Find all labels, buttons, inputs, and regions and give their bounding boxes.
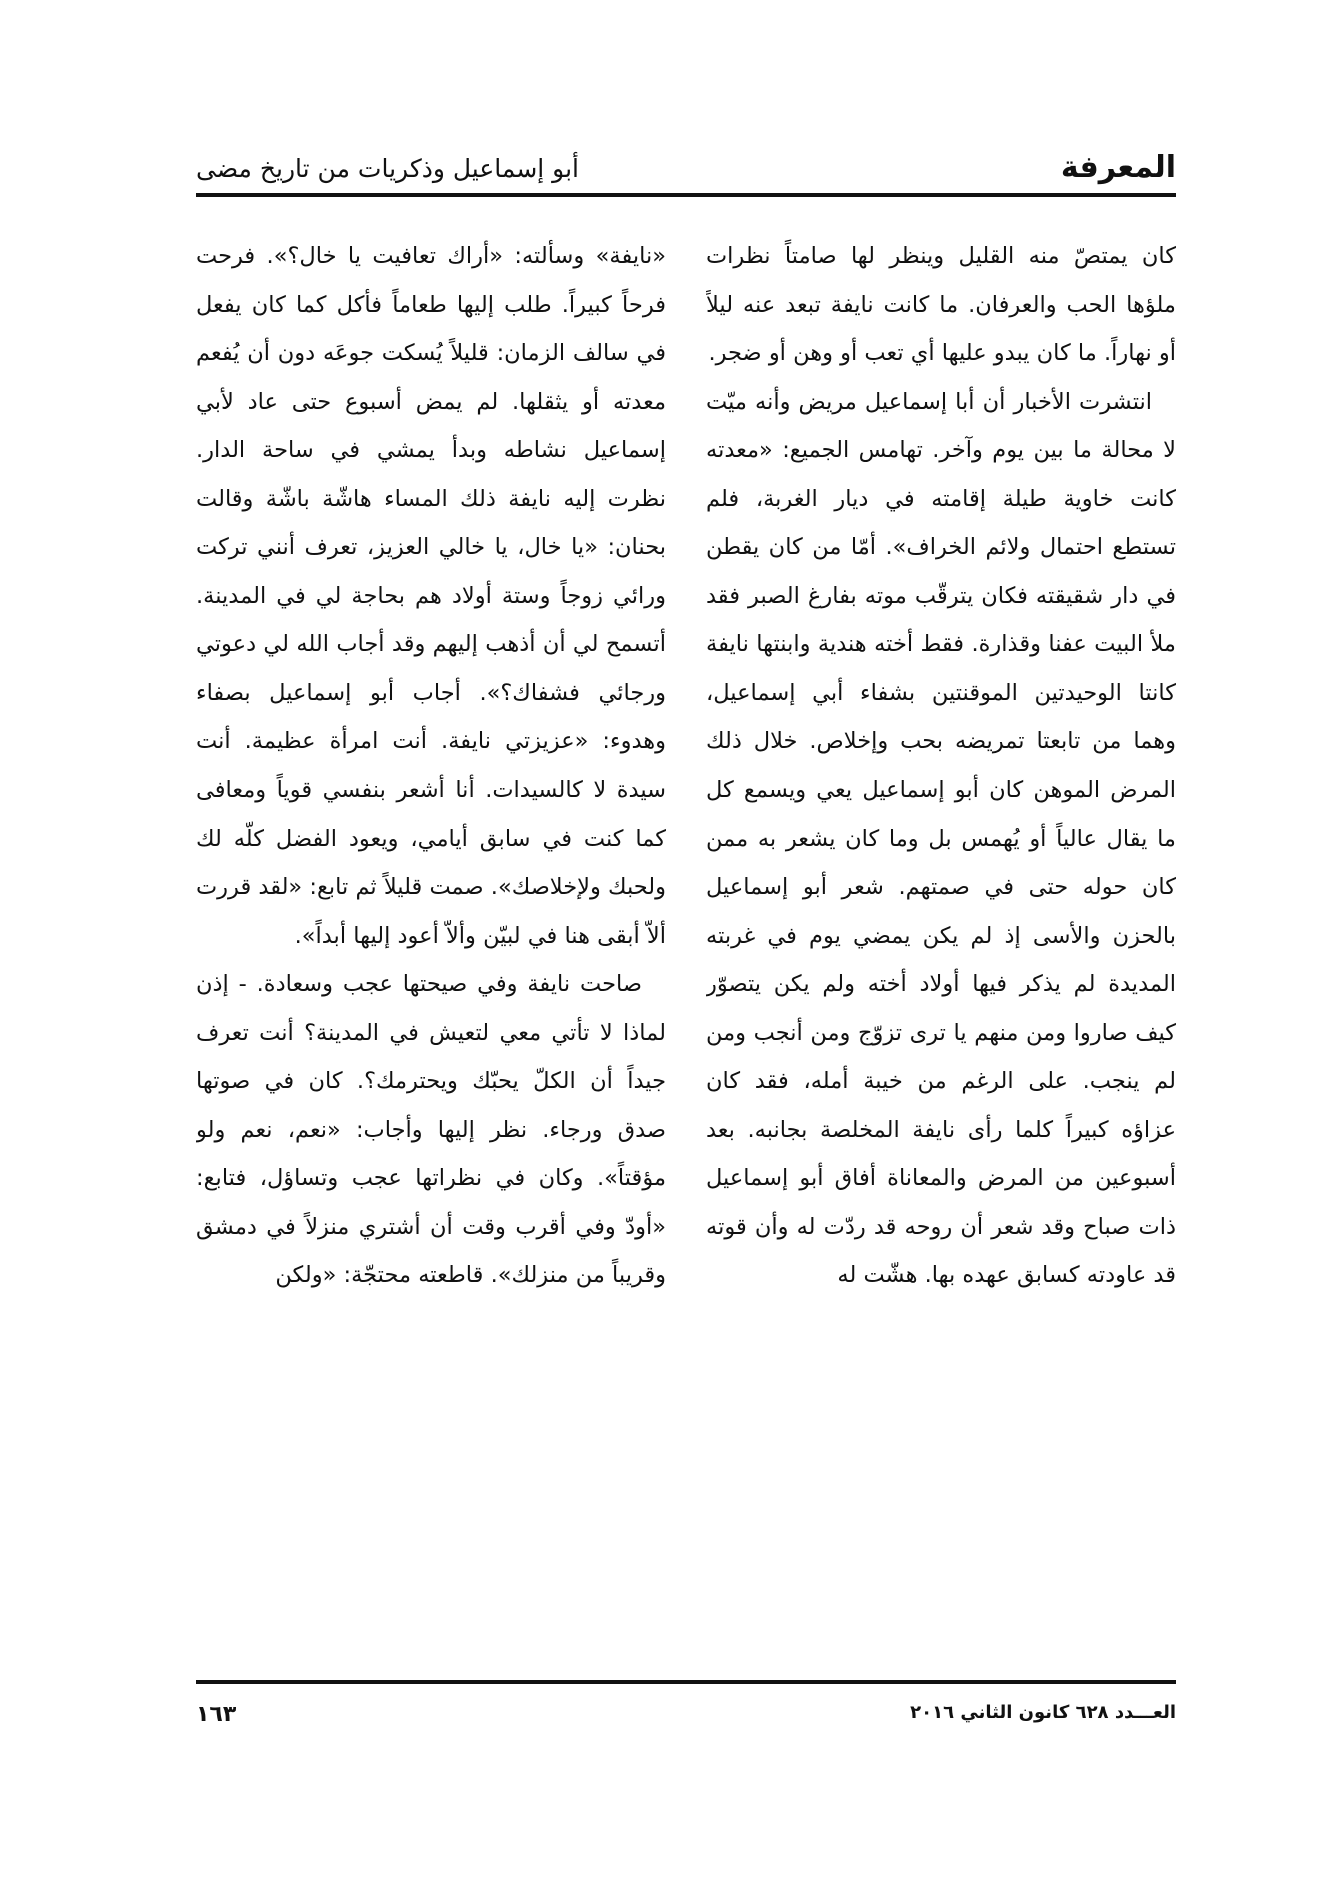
article-body xyxy=(196,232,1176,1662)
paragraph: «نايفة» وسألته: «أراك تعافيت يا خال؟». فرحت فرحاً كبيراً. طلب إليها طعاماً فأكل كما كان يفعل في سالف الزمان: قليلاً يُسكت جوعَه دون أن يُفعم معدته أو يثقلها. لم يمض أسبوع حتى عاد لأبي إسماعيل نشاطه وبدأ يمشي في ساحة الدار. نظرت إليه نايفة ذلك المساء هاشّة باشّة وقالت بحنان: «يا خال، يا خالي العزيز، تعرف أنني تركت ورائي زوجاً وستة أولاد هم بحاجة لي في المدينة. أتسمح لي أن أذهب إليهم وقد أجاب الله لي دعوتي ورجائي فشفاك؟». أجاب أبو إسماعيل بصفاء وهدوء: «عزيزتي نايفة. أنت امرأة عظيمة. أنت سيدة لا كالسيدات. أنا أشعر بنفسي قوياً ومعافى كما كنت في سابق أيامي، ويعود الفضل كلّه لك ولحبك ولإخلاصك». صمت قليلاً ثم تابع: «لقد قررت ألاّ أبقى هنا في لبيّن وألاّ أعود إليها أبداً». xyxy=(196,243,666,949)
column-left xyxy=(196,232,666,1662)
header-rule xyxy=(196,193,1176,197)
paragraph: صاحت نايفة وفي صيحتها عجب وسعادة. - إذن لماذا لا تأتي معي لتعيش في المدينة؟ أنت تعرف جيداً أن الكلّ يحبّك ويحترمك؟. كان في صوتها صدق ورجاء. نظر إليها وأجاب: «نعم، نعم ولو مؤقتاً». وكان في نظراتها عجب وتساؤل، فتابع: «أودّ وفي أقرب وقت أن أشتري منزلاً في دمشق وقريباً من منزلك». قاطعته محتجّة: «ولكن xyxy=(196,971,666,1289)
footer-rule xyxy=(196,1680,1176,1684)
paragraph: كان يمتصّ منه القليل وينظر لها صامتاً نظرات ملؤها الحب والعرفان. ما كانت نايفة تبعد عنه ليلاً أو نهاراً. ما كان يبدو عليها أي تعب أو وهن أو ضجر. xyxy=(706,243,1176,367)
paragraph: انتشرت الأخبار أن أبا إسماعيل مريض وأنه ميّت لا محالة ما بين يوم وآخر. تهامس الجميع: «معدته كانت خاوية طيلة إقامته في ديار الغربة، فلم تستطع احتمال ولائم الخراف». أمّا من كان يقطن في دار شقيقته فكان يترقّب موته بفارغ الصبر فقد ملأ البيت عفنا وقذارة. فقط أخته هندية وابنتها نايفة كانتا الوحيدتين الموقنتين بشفاء أبي إسماعيل، وهما من تابعتا تمريضه بحب وإخلاص. خلال ذلك المرض الموهن كان أبو إسماعيل يعي ويسمع كل ما يقال عالياً أو يُهمس بل وما كان يشعر به ممن كان حوله حتى في صمتهم. شعر أبو إسماعيل بالحزن والأسى إذ لم يكن يمضي يوم في غربته المديدة لم يذكر فيها أولاد أخته ولم يكن يتصوّر كيف صاروا ومن منهم يا ترى تزوّج ومن أنجب ومن لم ينجب. على الرغم من خيبة أمله، فقد كان عزاؤه كبيراً كلما رأى نايفة المخلصة بجانبه. بعد أسبوعين من المرض والمعاناة أفاق أبو إسماعيل ذات صباح وقد شعر أن روحه قد ردّت له وأن قوته قد عاودته كسابق عهده بها. هشّت له xyxy=(706,388,1176,1289)
running-title: أبو إسماعيل وذكريات من تاريخ مضى xyxy=(196,154,579,183)
issue-info: العـــدد ٦٢٨ كانون الثاني ٢٠١٦ xyxy=(910,1702,1176,1723)
page-header xyxy=(196,150,1176,190)
page-number: ١٦٣ xyxy=(196,1702,237,1727)
magazine-logo: المعرفة xyxy=(1060,150,1176,185)
page-footer xyxy=(196,1702,1176,1734)
column-right xyxy=(706,232,1176,1662)
